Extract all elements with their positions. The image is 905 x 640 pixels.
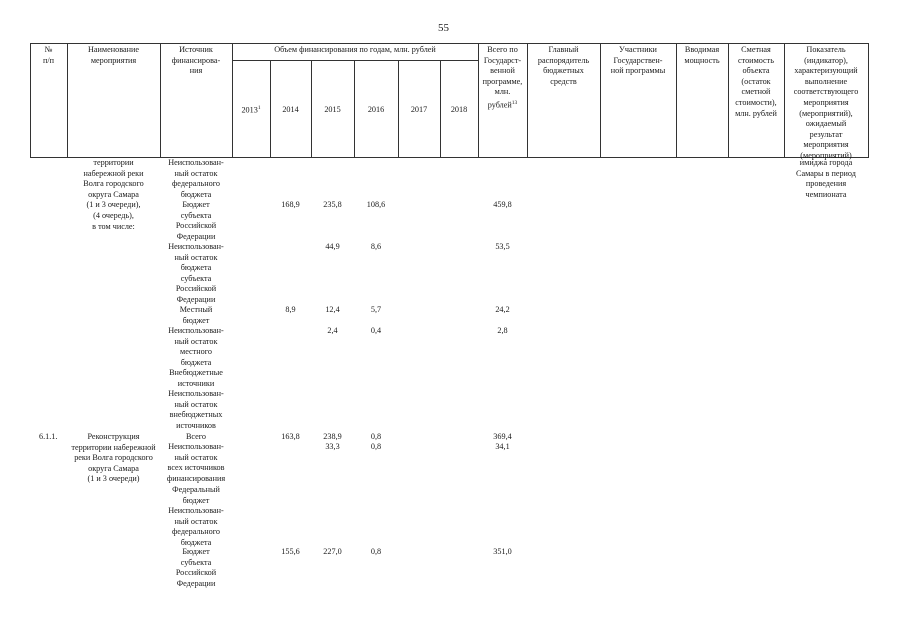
- source-cell: Бюджет субъекта Российской Федерации: [175, 547, 217, 588]
- header-name: Наименование мероприятия: [87, 45, 139, 65]
- table-top-border: [30, 43, 868, 44]
- value-2015: 227,0: [323, 547, 342, 556]
- value-2014: 163,8: [281, 432, 300, 441]
- header-manager: Главный распорядитель бюджетных средств: [537, 45, 590, 86]
- header-year-2017: 2017: [410, 105, 428, 114]
- block2-name: Реконструкция территории набережной реки Волга городского округа Самара (1 и 3 очереди): [71, 432, 156, 484]
- value-total: 2,8: [497, 326, 508, 335]
- source-cell: Неиспользован- ный остаток местного бюджета: [168, 326, 224, 367]
- col-line: [232, 43, 233, 158]
- year-2013-label: 2013: [241, 105, 258, 115]
- source-cell: Местный бюджет: [179, 305, 213, 325]
- value-2014: 168,9: [281, 200, 300, 209]
- value-2016: 0,8: [370, 432, 382, 441]
- value-2015: 44,9: [325, 242, 340, 251]
- header-volume: Объем финансирования по годам, млн. рублей: [274, 45, 436, 54]
- header-source: Источник финансирова- ния: [171, 45, 221, 76]
- value-2015: 2,4: [327, 326, 338, 335]
- source-cell: Неиспользован- ный остаток внебюджетных источников: [168, 389, 224, 430]
- year-2013-footnote: 1: [257, 105, 261, 111]
- value-2016: 8,6: [370, 242, 382, 251]
- value-2016: 0,4: [370, 326, 382, 335]
- header-total-label: Всего по Государст- венной программе, млн. рублей: [482, 45, 523, 110]
- header-total: [478, 45, 527, 111]
- header-participants: Участники Государствен- ной программы: [610, 45, 666, 76]
- block2-num: 6.1.1.: [39, 432, 58, 441]
- header-year-2014: 2014: [282, 105, 299, 114]
- source-cell: Неиспользован- ный остаток всех источников финансирования: [166, 442, 226, 483]
- value-2016: 0,8: [370, 442, 382, 451]
- value-2014: 155,6: [281, 547, 300, 556]
- block1-name: территории набережной реки Волга городского округа Самара (1 и 3 очереди), (4 очередь), в том числе:: [83, 158, 144, 231]
- header-indicator: Показатель (индикатор), характеризующий выполнение соответствующего мероприятия (мероприятий), ожидаемый результат мероприятия (мероприятий): [793, 45, 859, 160]
- value-total: 369,4: [493, 432, 512, 441]
- source-cell: Федеральный бюджет: [172, 485, 220, 505]
- header-year-2015: 2015: [324, 105, 341, 114]
- value-2015: 238,9: [323, 432, 342, 441]
- value-2016: 0,8: [370, 547, 382, 556]
- value-total: 459,8: [493, 200, 512, 209]
- header-year-2018: 2018: [450, 105, 468, 114]
- source-cell: Бюджет субъекта Российской Федерации: [175, 200, 217, 241]
- value-total: 351,0: [493, 547, 512, 556]
- value-2016: 5,7: [370, 305, 382, 314]
- value-2016: 108,6: [366, 200, 386, 209]
- value-2015: 235,8: [323, 200, 342, 209]
- year-subheader-line: [232, 60, 478, 61]
- source-cell: Всего: [185, 432, 207, 441]
- header-num: № п/п: [42, 45, 55, 65]
- header-year-2013: [232, 103, 270, 116]
- value-total: 34,1: [495, 442, 510, 451]
- value-total: 24,2: [495, 305, 510, 314]
- header-capacity: Вводимая мощность: [684, 45, 720, 65]
- header-estimate: Сметная стоимость объекта (остаток сметной стоимости), млн. рублей: [735, 45, 777, 118]
- value-total: 53,5: [495, 242, 510, 251]
- header-total-footnote: 13: [511, 99, 518, 106]
- col-line: [868, 43, 869, 158]
- value-2015: 33,3: [325, 442, 340, 451]
- source-cell: Внебюджетные источники: [169, 368, 223, 388]
- block1-indicator: имиджа города Самары в период проведения чемпионата: [796, 158, 856, 199]
- source-cell: Неиспользован- ный остаток бюджета субъекта Российской Федерации: [168, 242, 224, 304]
- value-2014: 8,9: [285, 305, 296, 314]
- source-cell: Неиспользован- ный остаток федерального бюджета: [168, 506, 224, 547]
- page-number: 55: [438, 22, 449, 34]
- value-2015: 12,4: [325, 305, 340, 314]
- header-year-2016: 2016: [367, 105, 385, 114]
- source-cell: Неиспользован- ный остаток федерального бюджета: [168, 158, 224, 199]
